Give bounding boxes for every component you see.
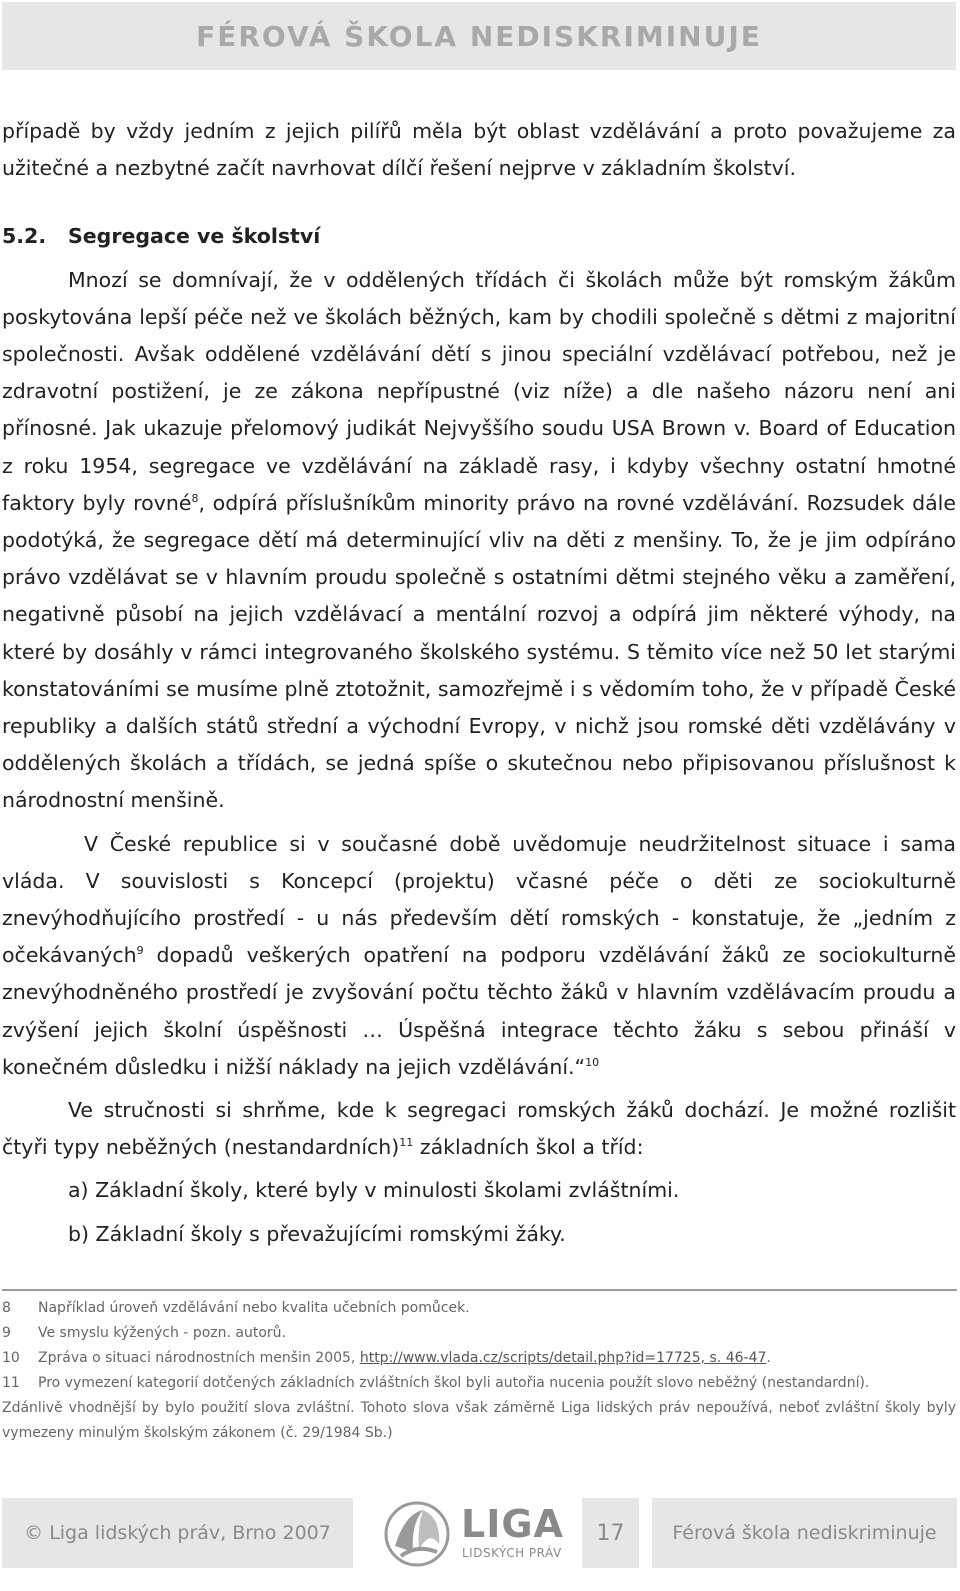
list-item: a) Základní školy, které byly v minulosti školami zvláštními. [68,1178,680,1203]
footnote-ref-9[interactable]: 9 [136,944,144,958]
liga-logo [383,1500,563,1568]
logo-subtitle: LIDSKÝCH PRÁV [462,1546,562,1560]
footnote-divider [2,1289,957,1291]
footer-copyright [2,1498,353,1568]
copyright-text: © Liga lidských práv, Brno 2007 [24,1522,331,1544]
footnote-9: 9 Ve smyslu kýžených - pozn. autorů. [2,1325,286,1341]
page-number-box [582,1498,639,1568]
liga-emblem-icon [383,1500,453,1568]
footnotes [2,1296,956,1446]
paragraph-2: V České republice si v současné době uvědomuje neudržitelnost situace i sama vláda. V souvislosti s Koncepcí (projektu) včasné péče o děti ze sociokulturně znevýhodňujícího prostředí - u nás především dětí romských - konstatuje, že „jedním z očekávaných$^9$ dopadů veškerých opatření na podporu vzdělávání žáků ze sociokulturně znevýhodněného prostředí je zvyšování počtu těchto žáků v hlavním vzdělávacím proudu a zvýšení jejich školní úspěšnosti … Úspěšná integrace těchto žáku s sebou přináší v konečném důsledku i nižší náklady na jejich vzdělávání.“$^{10}$ [2,831,956,1079]
main-content [2,113,956,1253]
running-title: FÉROVÁ ŠKOLA NEDISKRIMINUJE [196,19,762,53]
footnote-11: 11 Pro vymezení kategorií dotčených základních zvláštních škol byli autořia nucenia použít slovo neběžný (nestandardní). [2,1375,870,1391]
section-title: Segregace ve školství [68,224,321,249]
book-title: Férová škola nediskriminuje [672,1522,937,1544]
footnote-10: 10 Zpráva o situaci národnostních menšin 2005, http://www.vlada.cz/scripts/detail.php?id=17725, s. 46-47. [2,1350,771,1366]
paragraph-1: Mnozí se domnívají, že v oddělených třídách či školách může být romským žákům poskytována lepší péče než ve školách běžných, kam by chodili společně s dětmi z majoritní společnosti. Avšak oddělené vzdělávání dětí s jinou speciální vzdělávací potřebou, než je zdravotní postižení, je ze zákona nepřípustné (viz níže) a dle našeho názoru není ani přínosné. Jak ukazuje přelomový judikát Nejvyššího soudu USA Brown v. Board of Education z roku 1954, segregace ve vzdělávání na základě rasy, i kdyby všechny ostatní hmotné faktory byly rovné$^8$, odpírá příslušníkům minority právo na rovné vzdělávání. Rozsudek dále podotýká, že segregace dětí má determinující vliv na děti z menšiny. To, že je jim odpíráno právo vzdělávat se v hlavním proudu společně s ostatními dětmi stejného věku a zaměření, negativně působí na jejich vzdělávací a mentální rozvoj a odpírá jim některé výhody, na které by dosáhly v rámci integrovaného školského systému. S těmito více než 50 let starými konstatováními se musíme plně ztotožnit, samozřejmě i s vědomím toho, že v případě České republiky a dalších států střední a východní Evropy, v nichž jsou romské děti vzdělávány v oddělených školách a třídách, se jedná spíše o skutečnou nebo připisovanou příslušnost k národnostní menšině. [2,267,956,813]
list-item: b) Základní školy s převažujícími romskými žáky. [68,1221,566,1246]
footnote-11-continuation: Zdánlivě vhodnější by bylo použití slova zvláštní. Tohoto slova však záměrně Liga lidských práv nepoužívá, neboť zvláštní školy byly vymezeny minulým školským zákonem (č. 29/1984 Sb.) [2,1400,956,1441]
section-heading [2,218,956,255]
footnote-ref-8[interactable]: 8 [191,492,199,505]
page-number: 17 [596,1520,625,1546]
intro-paragraph: případě by vždy jedním z jejich pilířů měla být oblast vzdělávání a proto považujeme za užitečné a nezbytné začít navrhovat dílčí řešení nejprve v základním školství. [2,119,956,181]
footnote-ref-11[interactable]: 11 [399,1136,414,1150]
footnote-ref-10[interactable]: 10 [585,1056,600,1070]
page-header [2,2,956,70]
paragraph-3: Ve stručnosti si shrňme, kde k segregaci romských žáků dochází. Je možné rozlišit čtyři typy neběžných (nestandardních)$^{11}$ základních škol a tříd: [2,1098,956,1160]
footnote-link[interactable]: http://www.vlada.cz/scripts/detail.php?id=17725, s. 46-47 [359,1350,767,1366]
footer-book-title [652,1498,957,1568]
footnote-8: 8 Například úroveň vzdělávání nebo kvalita učebních pomůcek. [2,1300,470,1316]
logo-wordmark: LIGA [461,1502,564,1546]
section-number: 5.2. [2,224,47,249]
